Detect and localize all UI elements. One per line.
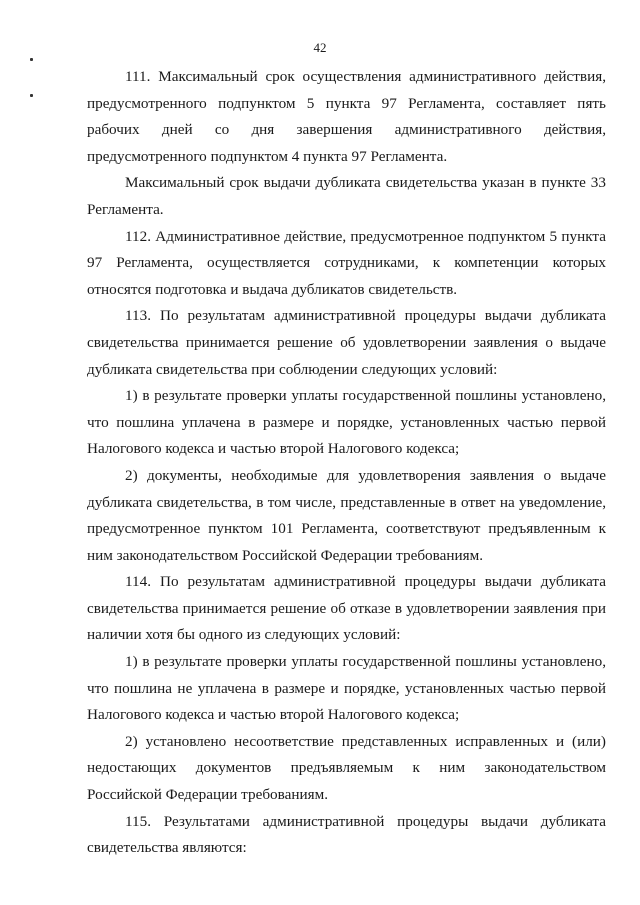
paragraph-113-condition-2: 2) документы, необходимые для удовлетворения заявления о выдаче дубликата свидетельства, в том числе, представленные в ответ на уведомление, предусмотренное пунктом 101 Регламента, соответствуют предъявленным к ним законодательством Российской Федерации требованиям. <box>87 466 606 564</box>
scan-mark <box>30 94 33 97</box>
paragraph-114: 114. По результатам административной процедуры выдачи дубликата свидетельства принимается решение об отказе в удовлетворении заявления при наличии хотя бы одного из следующих условий: <box>87 573 606 644</box>
paragraph-114-condition-1: 1) в результате проверки уплаты государственной пошлины установлено, что пошлина не уплачена в размере и порядке, установленных частью первой Налогового кодекса и частью второй Налогового кодекса; <box>87 653 606 724</box>
paragraph-115: 115. Результатами административной процедуры выдачи дубликата свидетельства являются: <box>87 812 606 857</box>
paragraph-113-condition-1: 1) в результате проверки уплаты государственной пошлины установлено, что пошлина уплачена в размере и порядке, установленных частью первой Налогового кодекса и частью второй Налогового кодекса; <box>87 387 606 458</box>
scan-mark <box>30 58 33 61</box>
paragraph-114-condition-2: 2) установлено несоответствие представленных исправленных и (или) недостающих документов предъявляемым к ним законодательством Российской Федерации требованиям. <box>87 732 606 804</box>
page-number: 42 <box>313 40 327 55</box>
paragraph-112: 112. Административное действие, предусмотренное подпунктом 5 пункта 97 Регламента, осуществляется сотрудниками, к компетенции которых относятся подготовка и выдача дубликатов свидетельств. <box>87 227 606 298</box>
paragraph-111: 111. Максимальный срок осуществления административного действия, предусмотренного подпунктом 5 пункта 97 Регламента, составляет пять рабочих дней со дня завершения административного действия, предусмотренного подпунктом 4 пункта 97 Регламента. <box>87 68 606 165</box>
document-body <box>87 64 606 862</box>
paragraph-111-deadline: Максимальный срок выдачи дубликата свидетельства указан в пункте 33 Регламента. <box>87 174 606 218</box>
paragraph-113: 113. По результатам административной процедуры выдачи дубликата свидетельства принимается решение об удовлетворении заявления о выдаче дубликата свидетельства при соблюдении следующих условий: <box>87 307 606 378</box>
